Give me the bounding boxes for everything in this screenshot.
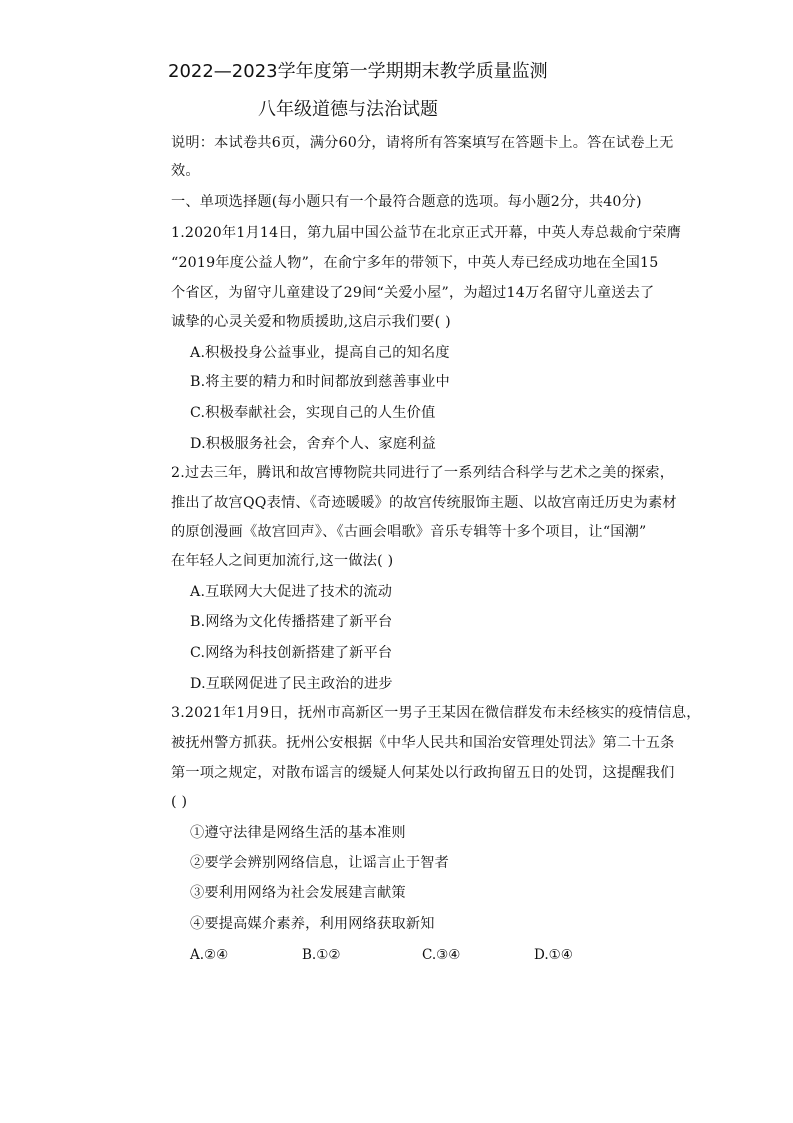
- question-3-stem-line-2: 被抚州警方抓获。抚州公安根据《中华人民共和国治安管理处罚法》第二十五条: [171, 735, 675, 751]
- question-2-option-d: D.互联网促进了民主政治的进步: [190, 676, 393, 692]
- question-3-choices: [190, 944, 610, 966]
- instructions-line-2: 效。: [171, 163, 200, 179]
- question-1-option-c: C.积极奉献社会，实现自己的人生价值: [190, 405, 436, 421]
- question-3-choice-b: B.①②: [302, 947, 341, 963]
- question-1-stem-line-1: 1.2020年1月14日，第九届中国公益节在北京正式开幕，中英人寿总裁俞宁荣膺: [171, 225, 682, 241]
- section-heading: 一、单项选择题(每小题只有一个最符合题意的选项。每小题2分，共40分): [171, 194, 642, 210]
- question-1-option-d: D.积极服务社会，舍弃个人、家庭利益: [190, 436, 436, 452]
- exam-title: 2022—2023学年度第一学期期末教学质量监测: [168, 61, 548, 82]
- question-2-option-a: A.互联网大大促进了技术的流动: [190, 584, 393, 600]
- question-2-option-c: C.网络为科技创新搭建了新平台: [190, 645, 393, 661]
- question-3-choice-d: D.①④: [534, 947, 573, 963]
- question-3-stem-line-3: 第一项之规定，对散布谣言的缓疑人何某处以行政拘留五日的处罚，这提醒我们: [171, 765, 675, 781]
- question-1-stem-line-2: “2019年度公益人物”，在俞宁多年的带领下，中英人寿已经成功地在全国15: [171, 255, 659, 271]
- exam-subtitle: 八年级道德与法治试题: [258, 99, 438, 120]
- question-2-stem-line-4: 在年轻人之间更加流行,这一做法( ): [171, 553, 394, 569]
- question-1-option-a: A.积极投身公益事业，提高自己的知名度: [190, 345, 450, 361]
- instructions-line-1: 说明：本试卷共6页，满分60分，请将所有答案填写在答题卡上。答在试卷上无: [171, 135, 674, 151]
- question-2-stem-line-3: 的原创漫画《故宫回声》、《古画会唱歌》音乐专辑等十多个项目，让“国潮”: [171, 524, 647, 540]
- question-3-choice-a: A.②④: [190, 947, 229, 963]
- question-3-statement-4: ④要提高媒介素养，利用网络获取新知: [190, 916, 435, 932]
- question-3-stem-line-1: 3.2021年1月9日，抚州市高新区一男子王某因在微信群发布未经核实的疫情信息，: [171, 705, 701, 721]
- question-3-statement-1: ①遵守法律是网络生活的基本准则: [190, 825, 406, 841]
- question-3-stem-line-4: ( ): [171, 794, 188, 810]
- question-1-stem-line-3: 个省区，为留守儿童建设了29间“关爱小屋”，为超过14万名留守儿童送去了: [171, 285, 655, 301]
- question-1-option-b: B.将主要的精力和时间都放到慈善事业中: [190, 374, 450, 390]
- question-3-statement-3: ③要利用网络为社会发展建言献策: [190, 885, 406, 901]
- question-1-stem-line-4: 诚挚的心灵关爱和物质援助,这启示我们要( ): [171, 314, 451, 330]
- question-3-choice-c: C.③④: [422, 947, 461, 963]
- question-3-statement-2: ②要学会辨别网络信息，让谣言止于智者: [190, 855, 449, 871]
- question-2-option-b: B.网络为文化传播搭建了新平台: [190, 614, 393, 630]
- question-2-stem-line-2: 推出了故宫QQ表情、《奇迹暖暖》的故宫传统服饰主题、以故宫南迁历史为素材: [171, 495, 677, 511]
- question-2-stem-line-1: 2.过去三年，腾讯和故宫博物院共同进行了一系列结合科学与艺术之美的探索，: [171, 465, 675, 481]
